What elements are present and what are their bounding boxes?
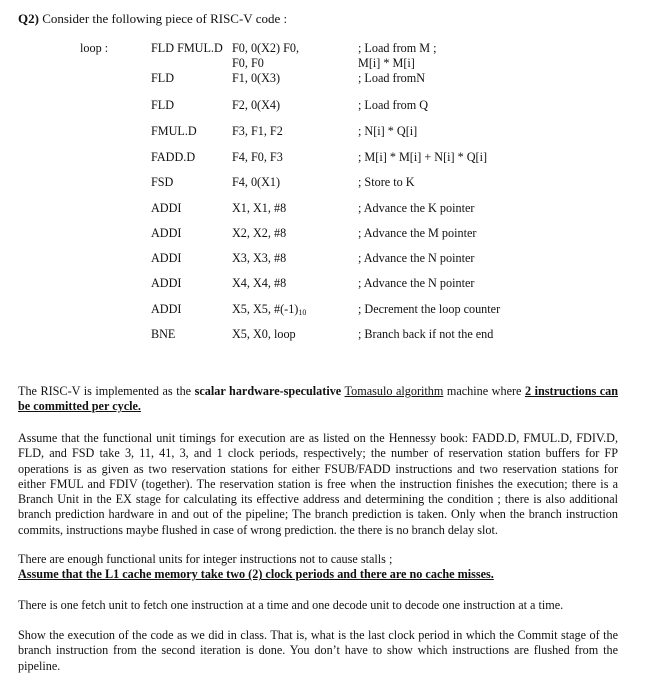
code-args: F1, 0(X3) <box>232 71 281 85</box>
code-comment: M[i] * M[i] <box>358 56 415 70</box>
code-comment: ; Branch back if not the end <box>358 327 494 341</box>
code-line <box>0 226 649 242</box>
code-op: ADDI <box>151 201 182 215</box>
code-line <box>0 251 649 267</box>
p1-text-2: machine where <box>443 384 525 398</box>
code-op: BNE <box>151 327 176 341</box>
code-op: ADDI <box>151 302 182 316</box>
code-args: F0, 0(X2) F0, <box>232 41 300 55</box>
code-comment: ; Load from Q <box>358 98 429 112</box>
code-comment: ; Advance the K pointer <box>358 201 475 215</box>
code-line <box>0 175 649 191</box>
question-prompt: Consider the following piece of RISC-V code : <box>42 11 288 26</box>
code-line <box>0 302 649 318</box>
code-args: X4, X4, #8 <box>232 276 287 290</box>
paragraph-assumptions: Assume that the functional unit timings for execution are as listed on the Hennessy book: FADD.D, FMUL.D, FDIV.D, FLD, and FSD take 3, 11, 41, 3, and 1 clock periods, respectively; the number of reservation station buffers for FP operations is as given as two reservation stations for either FSUB/FADD instructions and two reservation stations for either FMUL and FDIV (together). The reservation station is free when the instruction finishes the execution; there is a Branch Unit in the EX stage for calculating its effective address and determining the condition ; there is also additional branch prediction hardware in and out of the pipeline; The branch prediction is taken. Only when the branch instruction commits, instructions maybe flushed in case of wrong prediction. the there is no branch delay slot. <box>18 431 618 537</box>
code-comment: ; Advance the N pointer <box>358 276 475 290</box>
code-line <box>0 41 649 57</box>
p1-bold: scalar hardware-speculative <box>194 384 342 398</box>
code-op: FLD FMUL.D <box>151 41 223 55</box>
code-op: ADDI <box>151 226 182 240</box>
code-args: F3, F1, F2 <box>232 124 283 138</box>
code-op: ADDI <box>151 276 182 290</box>
paragraph-task: Show the execution of the code as we did in class. That is, what is the last clock period in which the Commit stage of the branch instruction from the second iteration is done. You don’t have to show which instructions are flushed from the pipeline. <box>18 628 618 673</box>
code-comment: ; N[i] * Q[i] <box>358 124 418 138</box>
code-args-main: X5, X5, #(-1) <box>232 302 299 316</box>
question-title <box>18 11 287 27</box>
code-line <box>0 150 649 166</box>
code-args: F4, F0, F3 <box>232 150 283 164</box>
code-line <box>0 71 649 87</box>
code-args: F2, 0(X4) <box>232 98 281 112</box>
code-line <box>0 276 649 292</box>
code-line <box>0 56 649 72</box>
code-op: ADDI <box>151 251 182 265</box>
code-args: X5, X0, loop <box>232 327 296 341</box>
p1-underlined: Tomasulo algorithm <box>344 384 444 398</box>
p1-bold-underlined: 2 instructions can be committed per cycle. <box>18 384 619 414</box>
code-args: X1, X1, #8 <box>232 201 287 215</box>
code-args-subscript: 10 <box>298 308 307 317</box>
code-op: FADD.D <box>151 150 196 164</box>
code-comment: ; Load fromN <box>358 71 426 85</box>
code-op: FLD <box>151 98 175 112</box>
question-number: Q2) <box>18 11 39 26</box>
code-args <box>232 302 306 317</box>
code-line <box>0 98 649 114</box>
loop-label: loop : <box>80 41 109 55</box>
code-args: X3, X3, #8 <box>232 251 287 265</box>
code-args: X2, X2, #8 <box>232 226 287 240</box>
code-comment: ; Store to K <box>358 175 415 189</box>
code-op: FMUL.D <box>151 124 197 138</box>
code-comment: ; Load from M ; <box>358 41 437 55</box>
p3-bold-underlined: Assume that the L1 cache memory take two (2) clock periods and there are no cache misses. <box>18 567 494 582</box>
code-comment: ; Advance the M pointer <box>358 226 477 240</box>
code-comment: ; Advance the N pointer <box>358 251 475 265</box>
paragraph-machine <box>18 384 618 415</box>
p1-text: The RISC-V is implemented as the <box>18 384 195 398</box>
paragraph-integer-units <box>18 552 618 583</box>
paragraph-fetch-decode: There is one fetch unit to fetch one instruction at a time and one decode unit to decode one instruction at a time. <box>18 598 564 612</box>
code-op: FSD <box>151 175 174 189</box>
code-comment: ; Decrement the loop counter <box>358 302 501 316</box>
p3-text: There are enough functional units for integer instructions not to cause stalls ; <box>18 552 393 566</box>
code-comment: ; M[i] * M[i] + N[i] * Q[i] <box>358 150 488 164</box>
code-line <box>0 327 649 343</box>
code-op: FLD <box>151 71 175 85</box>
code-line <box>0 124 649 140</box>
code-args: F4, 0(X1) <box>232 175 281 189</box>
code-line <box>0 201 649 217</box>
code-args: F0, F0 <box>232 56 264 70</box>
